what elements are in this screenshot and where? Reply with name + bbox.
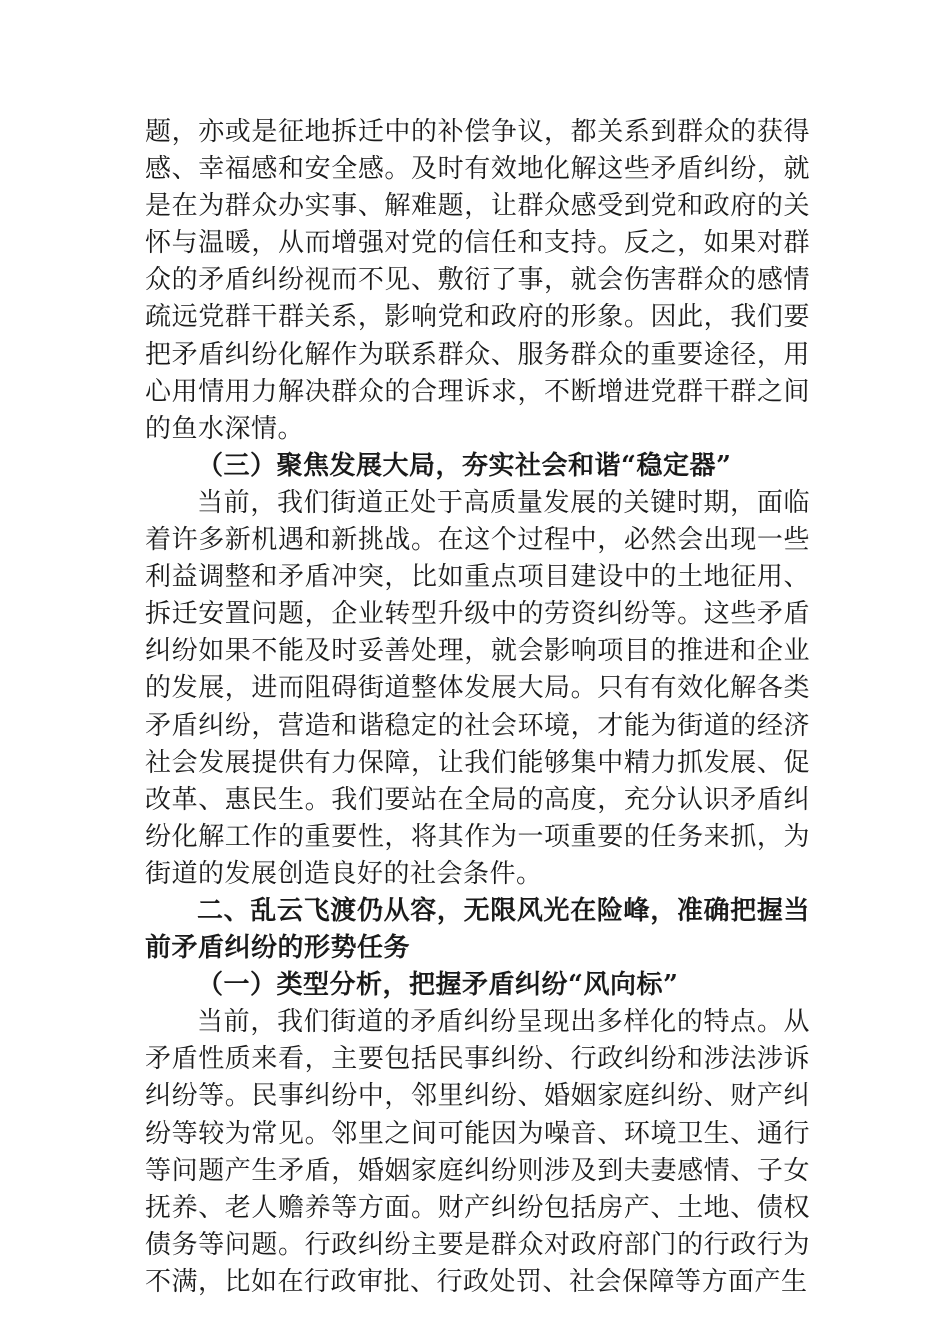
body-paragraph: 题，亦或是征地拆迁中的补偿争议，都关系到群众的获得感、幸福感和安全感。及时有效地化解这些矛盾纠纷，就是在为群众办实事、解难题，让群众感受到党和政府的关怀与温暖，从而增强对党的信任和支持。反之，如果对群众的矛盾纠纷视而不见、敷衍了事，就会伤害群众的感情疏远党群干群关系，影响党和政府的形象。因此，我们要把矛盾纠纷化解作为联系群众、服务群众的重要途径，用心用情用力解决群众的合理诉求，不断增进党群干群之间的鱼水深情。 (145, 117, 810, 444)
section-heading-3: （三）聚焦发展大局，夯实社会和谐“稳定器” (197, 450, 732, 481)
chapter-heading-2: 二、乱云飞渡仍从容，无限风光在险峰，准确把握当前矛盾纠纷的形势任务 (145, 895, 810, 964)
document-page (145, 114, 810, 1301)
body-paragraph: 当前，我们街道的矛盾纠纷呈现出多样化的特点。从矛盾性质来看，主要包括民事纠纷、行政纠纷和涉法涉诉纠纷等。民事纠纷中，邻里纠纷、婚姻家庭纠纷、财产纠纷等较为常见。邻里之间可能因为噪音、环境卫生、通行等问题产生矛盾，婚姻家庭纠纷则涉及到夫妻感情、子女抚养、老人赡养等方面。财产纠纷包括房产、土地、债权债务等问题。行政纠纷主要是群众对政府部门的行政行为不满，比如在行政审批、行政处罚、社会保障等方面产生 (145, 1007, 810, 1297)
body-paragraph: 当前，我们街道正处于高质量发展的关键时期，面临着许多新机遇和新挑战。在这个过程中，必然会出现一些利益调整和矛盾冲突，比如重点项目建设中的土地征用、拆迁安置问题，企业转型升级中的劳资纠纷等。这些矛盾纠纷如果不能及时妥善处理，就会影响项目的推进和企业的发展，进而阻碍街道整体发展大局。只有有效化解各类矛盾纠纷，营造和谐稳定的社会环境，才能为街道的经济社会发展提供有力保障，让我们能够集中精力抓发展、促改革、惠民生。我们要站在全局的高度，充分认识矛盾纠纷化解工作的重要性，将其作为一项重要的任务来抓，为街道的发展创造良好的社会条件。 (145, 487, 810, 889)
section-heading-1: （一）类型分析，把握矛盾纠纷“风向标” (197, 970, 679, 1001)
